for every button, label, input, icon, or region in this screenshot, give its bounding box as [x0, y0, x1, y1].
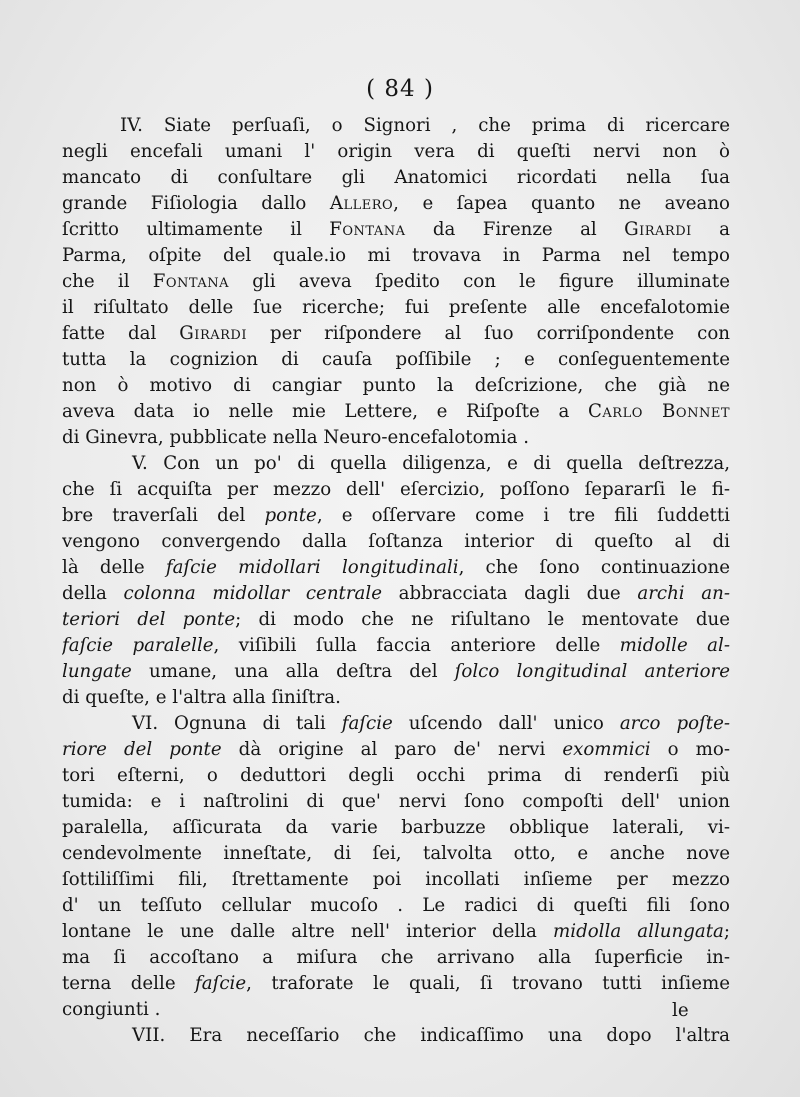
italic-term: lungate	[62, 661, 132, 682]
text-run: paralella, aſſicurata da varie barbuzze obblique laterali, vi-	[62, 817, 730, 838]
text-line	[62, 451, 730, 477]
text-line	[62, 503, 730, 529]
text-line	[62, 425, 730, 451]
text-line	[62, 555, 730, 581]
text-run: il riſultato delle ſue ricerche; fui preſente alle encefalotomie	[62, 297, 730, 318]
text-run: di Ginevra, pubblicate nella Neuro-encefalotomia .	[62, 427, 530, 448]
text-run: , e ſapea quanto ne aveano	[393, 193, 730, 214]
small-caps-name: Carlo Bonnet	[587, 401, 730, 422]
text-line	[62, 841, 730, 867]
text-line	[62, 971, 730, 997]
text-run: VII. Era neceſſario che indicaſſimo una dopo l'altra	[132, 1025, 730, 1046]
catchword: le	[672, 1000, 689, 1021]
text-run: lontane le une dalle altre nell' interior della	[62, 921, 554, 942]
text-run: che il	[62, 271, 153, 292]
text-run: bre traverſali del	[62, 505, 265, 526]
text-run: che ſi acquiſta per mezzo dell' eſercizio, poſſono ſepararſi le fi-	[62, 479, 730, 500]
text-run: VI. Ognuna di tali	[132, 713, 342, 734]
text-run: , viſibili ſulla faccia anteriore delle	[213, 635, 620, 656]
text-line	[62, 685, 730, 711]
text-line	[62, 945, 730, 971]
text-run: vengono convergendo dalla ſoſtanza interior di queſto al di	[62, 531, 730, 552]
italic-term: ponte	[264, 505, 317, 526]
text-run: di queſte, e l'altra alla ſiniſtra.	[62, 687, 341, 708]
text-line	[62, 139, 730, 165]
text-line	[62, 737, 730, 763]
text-run: uſcendo dall' unico	[392, 713, 620, 734]
text-run: grande Fiſiologia dallo	[62, 193, 330, 214]
text-line	[62, 815, 730, 841]
text-run: gli aveva ſpedito con le figure illuminate	[229, 271, 730, 292]
small-caps-name: Girardi	[624, 219, 692, 240]
text-line	[62, 581, 730, 607]
text-line	[62, 477, 730, 503]
text-run: , traforate le quali, ſi trovano tutti inſieme	[246, 973, 730, 994]
text-line	[62, 893, 730, 919]
text-run: tutta la cognizion di cauſa poſſibile ; e conſeguentemente	[62, 349, 730, 370]
text-line	[62, 997, 730, 1023]
text-run: tori eſterni, o deduttori degli occhi prima di renderſi più	[62, 765, 730, 786]
text-run: dà origine al paro de' nervi	[221, 739, 563, 760]
italic-term: midolle al-	[619, 635, 730, 656]
text-run: IV. Siate perſuaſi, o Signori , che prima di ricercare	[120, 115, 730, 136]
text-line	[62, 633, 730, 659]
text-line	[62, 295, 730, 321]
text-line	[62, 373, 730, 399]
text-line	[62, 529, 730, 555]
text-run: , che ſono continuazione	[458, 557, 730, 578]
text-run: terna delle	[62, 973, 196, 994]
text-line	[62, 789, 730, 815]
italic-term: faſcie paralelle	[62, 635, 214, 656]
italic-term: colonna midollar centrale	[123, 583, 382, 604]
italic-term: teriori del ponte	[62, 609, 236, 630]
text-run: non ò motivo di cangiar punto la deſcrizione, che già ne	[62, 375, 730, 396]
italic-term: arco poſte-	[619, 713, 730, 734]
text-run: abbracciata dagli due	[381, 583, 638, 604]
italic-term: faſcie	[341, 713, 393, 734]
page-number: ( 84 )	[366, 76, 434, 102]
small-caps-name: Fontana	[152, 271, 230, 292]
text-run: Parma, oſpite del quale.io mi trovava in Parma nel tempo	[62, 245, 730, 266]
text-run: ſcritto ultimamente il	[62, 219, 330, 240]
small-caps-name: Girardi	[179, 323, 247, 344]
text-run: della	[62, 583, 124, 604]
text-line	[62, 321, 730, 347]
text-run: o mo-	[650, 739, 730, 760]
text-run: aveva data io nelle mie Lettere, e Riſpoſte a	[62, 401, 588, 422]
text-line	[62, 1023, 730, 1049]
italic-term: riore del ponte	[62, 739, 222, 760]
italic-term: archi an-	[637, 583, 730, 604]
text-run: là delle	[62, 557, 166, 578]
small-caps-name: Fontana	[329, 219, 406, 240]
italic-term: faſcie	[195, 973, 247, 994]
italic-term: faſcie midollari longitudinali	[165, 557, 459, 578]
text-run: per riſpondere al ſuo corriſpondente con	[246, 323, 730, 344]
text-line	[62, 607, 730, 633]
text-line	[62, 867, 730, 893]
text-run: congiunti .	[62, 999, 161, 1020]
text-run: fatte dal	[62, 323, 180, 344]
text-run: ;	[723, 921, 730, 942]
text-line	[62, 217, 730, 243]
text-line	[62, 191, 730, 217]
text-run: V. Con un po' di quella diligenza, e di quella deſtrezza,	[132, 453, 730, 474]
italic-term: exommici	[562, 739, 651, 760]
italic-term: ſolco longitudinal anteriore	[454, 661, 730, 682]
text-line	[62, 399, 730, 425]
text-run: ma ſi accoſtano a miſura che arrivano alla ſuperficie in-	[62, 947, 730, 968]
text-run: a	[691, 219, 730, 240]
text-run: da Firenze al	[405, 219, 625, 240]
body-text	[62, 113, 730, 1049]
text-run: tumida: e i naſtrolini di que' nervi ſono compoſti dell' union	[62, 791, 730, 812]
text-line	[62, 763, 730, 789]
text-line	[62, 711, 730, 737]
text-run: ; di modo che ne riſultano le mentovate due	[235, 609, 730, 630]
text-line	[62, 269, 730, 295]
small-caps-name: Allero	[329, 193, 394, 214]
italic-term: midolla allungata	[553, 921, 724, 942]
text-run: ſottiliſſimi fili, ſtrettamente poi incollati inſieme per mezzo	[62, 869, 730, 890]
text-line	[62, 659, 730, 685]
text-run: d' un teſſuto cellular mucoſo . Le radici di queſti fili ſono	[62, 895, 730, 916]
text-line	[62, 243, 730, 269]
text-line	[62, 165, 730, 191]
text-line	[62, 347, 730, 373]
text-line	[62, 919, 730, 945]
text-run: cendevolmente inneſtate, di ſei, talvolta otto, e anche nove	[62, 843, 730, 864]
text-run: umane, una alla deſtra del	[131, 661, 455, 682]
text-line	[62, 113, 730, 139]
text-run: negli encefali umani l' origin vera di queſti nervi non ò	[62, 141, 730, 162]
text-run: , e oſſervare come i tre fili ſuddetti	[316, 505, 730, 526]
text-run: mancato di conſultare gli Anatomici ricordati nella ſua	[62, 167, 730, 188]
